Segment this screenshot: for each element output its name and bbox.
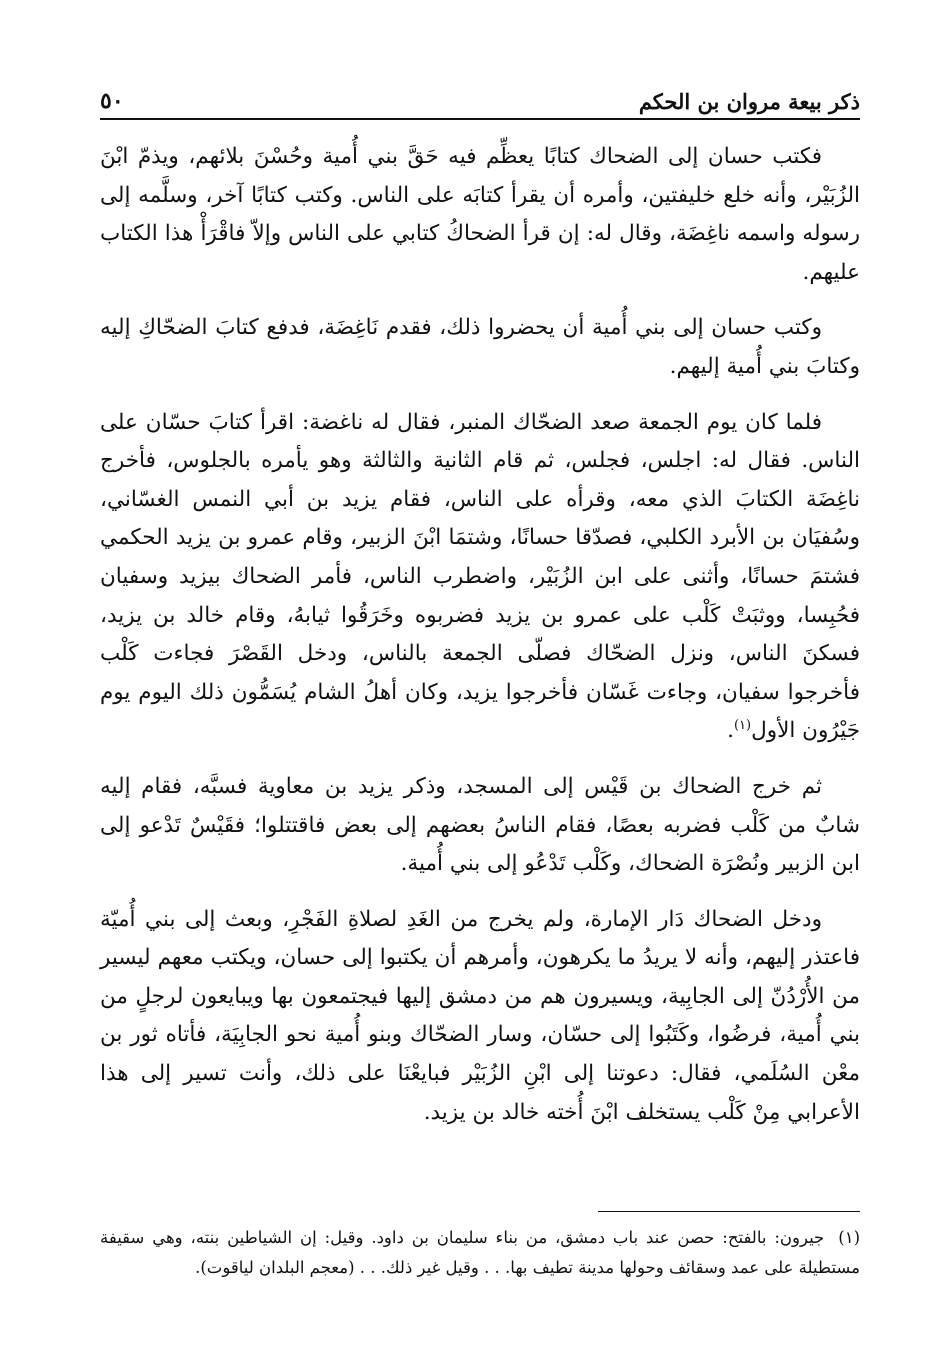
paragraph-text: وكتب حسان إلى بني أُمية أن يحضروا ذلك، فقدم نَاغِضَة، فدفع كتابَ الضحّاكِ إليه وكتابَ بني أُمية إليهم. xyxy=(100,315,860,379)
paragraph-text: ودخل الضحاك دَار الإمارة، ولم يخرج من الغَدِ لصلاةِ الفَجْرِ، وبعث إلى بني أُميّة فاعتذر إليهم، وأنه لا يريدُ ما يكرهون، وأمرهم أن يكتبوا إلى حسان، ويكتب معهم ليسير من الأُرْدُنّ إلى الجابِية، ويسيرون هم من دمشق إليها فيجتمعون بها ويبايعون لرجلٍ من بني أُمية، فرضُوا، وكَتَبُوا إلى حسّان، وسار الضحّاك وبنو أُمية نحو الجابِيَة، فأتاه ثور بن معْن السُلَمي، فقال: دعوتنا إلى ابْنِ الزُبَيْر فبايعْنَا على ذلك، وأنت تسير إلى هذا الأعرابي مِنْ كَلْب يستخلف ابْنَ أُخته خالد بن يزيد. xyxy=(100,906,860,1125)
paragraph xyxy=(100,768,860,884)
paragraph-text: ثم خرج الضحاك بن قَيْس إلى المسجد، وذكر يزيد بن معاوية فسبَّه، فقام إليه شابٌ من كَلْب فضربه بعصًا، فقام الناسُ بعضهم إلى بعض فاقتتلوا؛ فقَيْسٌ تَدْعو إلى ابن الزبير ونُصْرَة الضحاك، وكَلْب تَدْعُو إلى بني أُمية. xyxy=(100,773,860,877)
paragraph xyxy=(100,901,860,1133)
paragraph xyxy=(100,404,860,751)
book-page xyxy=(100,0,860,1371)
paragraph-tail: . xyxy=(727,718,734,744)
footnote xyxy=(100,1223,860,1282)
page-number: ٥٠ xyxy=(100,88,124,114)
running-header xyxy=(100,80,860,120)
footnote-separator xyxy=(598,1211,860,1212)
footnote-text: جيرون: بالفتح: حصن عند باب دمشق، من بناء سليمان بن داود. وقيل: إن الشياطين بنته، وهي سقيفة مستطيلة على عمد وسقائف وحولها مدينة تطيف بها. . . وقيل غير ذلك. . . (معجم البلدان لياقوت). xyxy=(100,1228,860,1277)
main-text xyxy=(100,138,860,1146)
paragraph-text: فكتب حسان إلى الضحاك كتابًا يعظِّم فيه حَقَّ بني أُمية وحُسْنَ بلائهم، ويذمّ ابْنَ الزُبَيْر، وأنه خلع خليفتين، وأمره أن يقرأ كتابَه على الناس. وكتب كتابًا آخر، وسلَّمه إلى رسوله واسمه ناغِضَة، وقال له: إن قرأ الضحاكُ كتابي على الناس وإلاّ فاقْرَأْ هذا الكتاب عليهم. xyxy=(100,144,860,285)
footnote-reference[interactable]: (١) xyxy=(733,718,752,734)
running-title: ذكر بيعة مروان بن الحكم xyxy=(638,89,860,114)
paragraph-text: فلما كان يوم الجمعة صعد الضحّاك المنبر، فقال له ناغضة: اقرأ كتابَ حسّان على الناس. فقال له: اجلس، فجلس، ثم قام الثانية والثالثة وهو يأمره بالجلوس، فأخرج ناغِضَة الكتابَ الذي معه، وقرأه على الناس، فقام يزيد بن أبي النمس الغسّاني، وسُفيَان بن الأبرد الكلبي، فصدّقا حسانًا، وشتمَا ابْنَ الزبير، وقام عمرو بن يزيد الحكمي فشتمَ حسانًا، وأثنى على ابن الزُبَيْر، واضطرب الناس، فأمر الضحاك بيزيد وسفيان فحُبِسا، ووثبَتْ كَلْب على عمرو بن يزيد فضربوه وخَرَقُوا ثيابهُ، وقام خالد بن يزيد، فسكنَ الناس، ونزل الضحّاك فصلّى الجمعة بالناس، ودخل القَصْرَ فجاءت كَلْب فأخرجوا سفيان، وجاءت غَسّان فأخرجوا يزيد، وكان أهلُ الشام يُسَمُّون ذلك اليوم يوم جَيْرُون الأول xyxy=(100,409,860,744)
footnote-number: (١) xyxy=(838,1228,860,1247)
paragraph xyxy=(100,309,860,386)
paragraph xyxy=(100,138,860,292)
